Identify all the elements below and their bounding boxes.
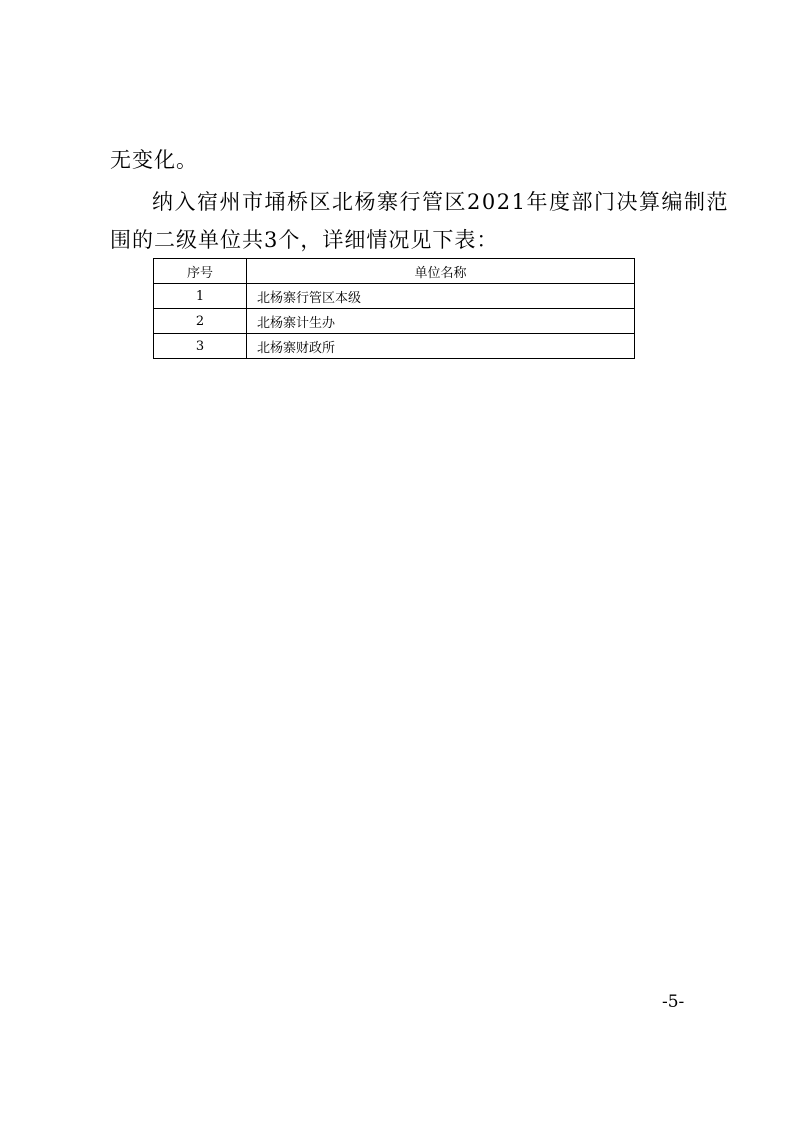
cell-unit-name: 北杨寨计生办	[247, 309, 635, 334]
paragraph-line: 无变化。	[110, 148, 198, 172]
units-table	[153, 258, 635, 359]
cell-unit-name: 北杨寨行管区本级	[247, 284, 635, 309]
table-row	[154, 334, 635, 359]
paragraph-line: 围的二级单位共3个，详细情况见下表：	[110, 228, 499, 252]
cell-unit-name: 北杨寨财政所	[247, 334, 635, 359]
paragraph-line: 纳入宿州市埇桥区北杨寨行管区2021年度部门决算编制范	[152, 190, 729, 214]
header-unit-name: 单位名称	[247, 259, 635, 284]
table-row	[154, 309, 635, 334]
table-header-row	[154, 259, 635, 284]
cell-serial-number: 2	[154, 309, 247, 334]
cell-serial-number: 1	[154, 284, 247, 309]
cell-serial-number: 3	[154, 334, 247, 359]
header-serial-number: 序号	[154, 259, 247, 284]
page-number: -5-	[662, 992, 685, 1012]
table-row	[154, 284, 635, 309]
